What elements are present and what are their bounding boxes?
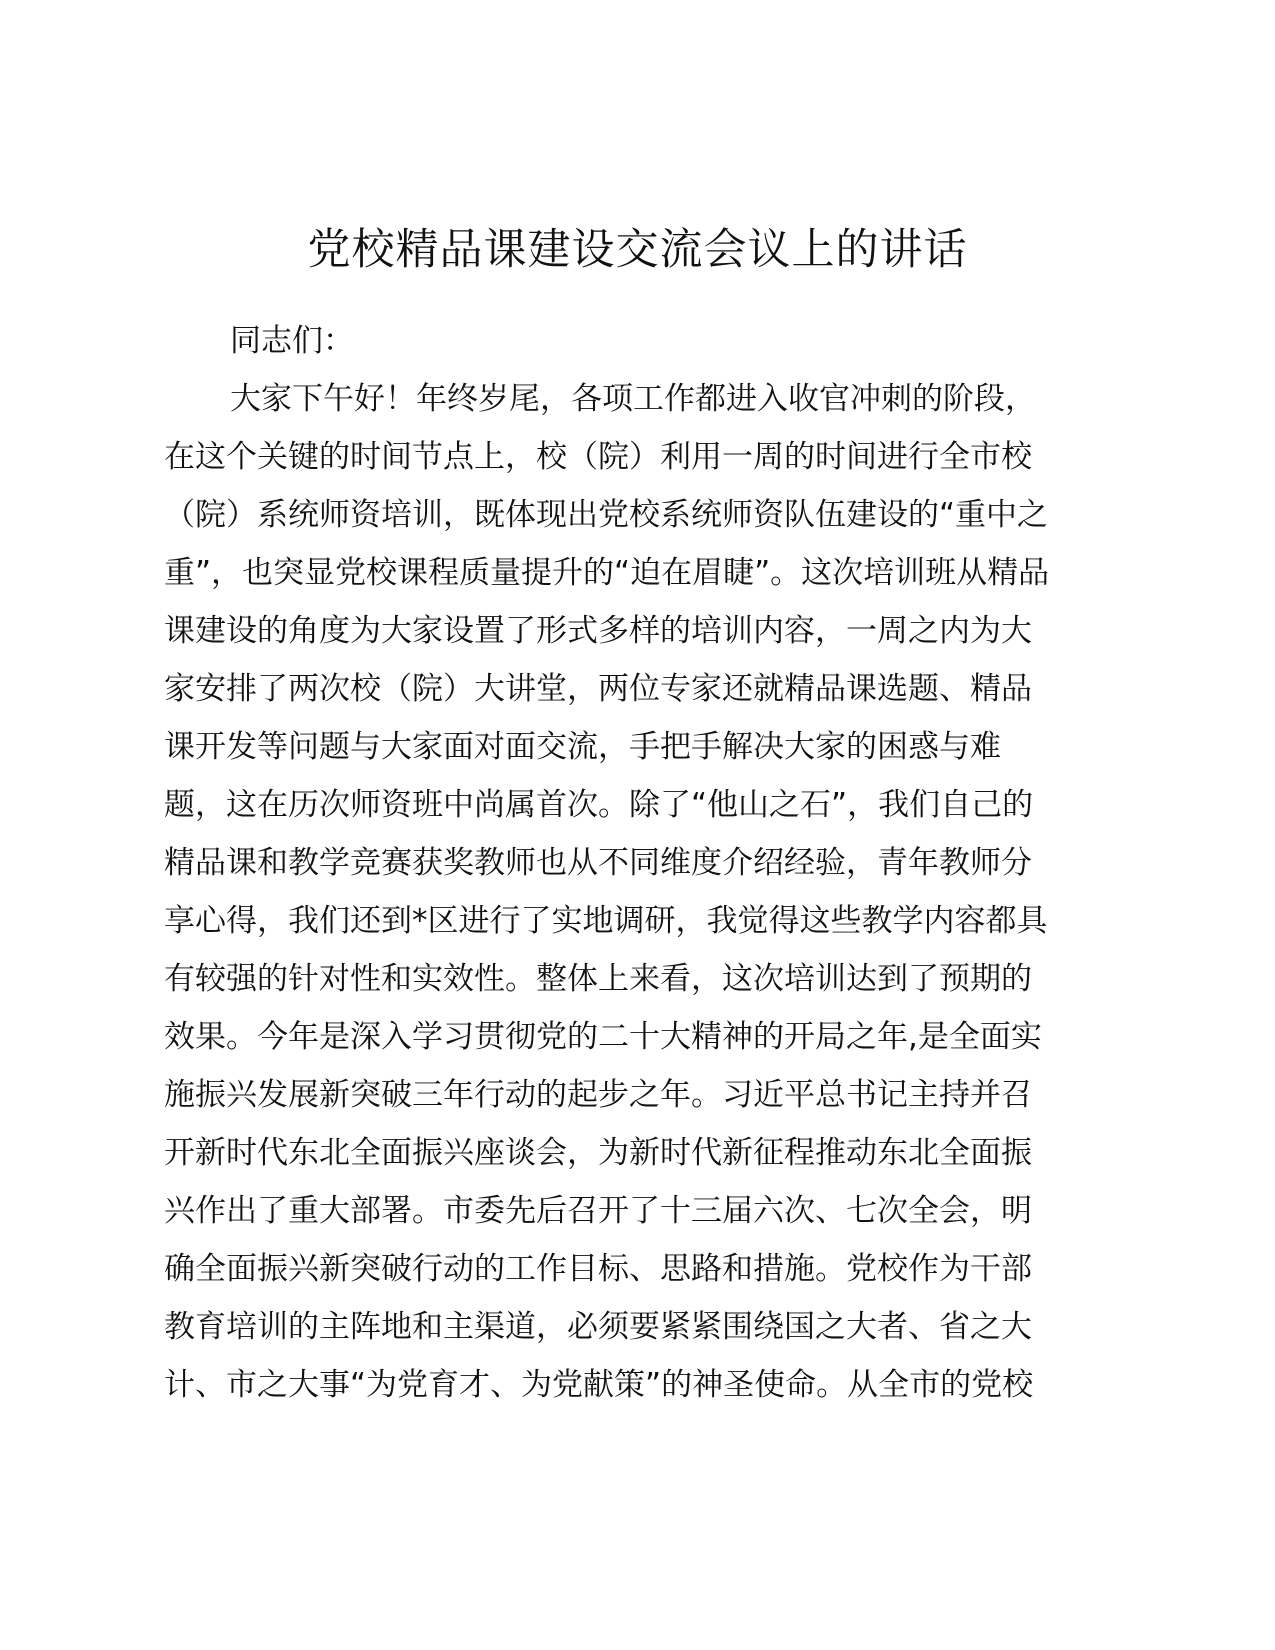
salutation: 同志们： (230, 323, 354, 359)
document-body (164, 312, 1114, 1414)
paragraph-line: 精品课和教学竞赛获奖教师也从不同维度介绍经验，青年教师分 (164, 845, 1032, 881)
paragraph-line: 大家下午好！年终岁尾，各项工作都进入收官冲刺的阶段， (230, 381, 1036, 417)
paragraph-line: 享心得，我们还到*区进行了实地调研，我觉得这些教学内容都具 (164, 903, 1048, 939)
document-title: 党校精品课建设交流会议上的讲话 (307, 225, 968, 275)
paragraph-line: 教育培训的主阵地和主渠道，必须要紧紧围绕国之大者、省之大 (164, 1309, 1032, 1345)
paragraph-line: 课开发等问题与大家面对面交流，手把手解决大家的困惑与难 (164, 729, 1001, 765)
paragraph-line: 重”，也突显党校课程质量提升的“迫在眉睫”。这次培训班从精品 (164, 555, 1050, 591)
paragraph-line: 兴作出了重大部署。市委先后召开了十三届六次、七次全会，明 (164, 1193, 1032, 1229)
paragraph-line: 课建设的角度为大家设置了形式多样的培训内容，一周之内为大 (164, 613, 1032, 649)
paragraph-line: 开新时代东北全面振兴座谈会，为新时代新征程推动东北全面振 (164, 1135, 1032, 1171)
paragraph-line: 家安排了两次校（院）大讲堂，两位专家还就精品课选题、精品 (164, 671, 1032, 707)
paragraph-line: 题，这在历次师资班中尚属首次。除了“他山之石”，我们自己的 (164, 787, 1034, 823)
paragraph-line: 施振兴发展新突破三年行动的起步之年。习近平总书记主持并召 (164, 1077, 1032, 1113)
paragraph-line: 有较强的针对性和实效性。整体上来看，这次培训达到了预期的 (164, 961, 1032, 997)
paragraph-line: 在这个关键的时间节点上，校（院）利用一周的时间进行全市校 (164, 439, 1032, 475)
paragraph-line: （院）系统师资培训，既体现出党校系统师资队伍建设的“重中之 (164, 497, 1049, 533)
paragraph-line: 效果。今年是深入学习贯彻党的二十大精神的开局之年,是全面实 (164, 1019, 1042, 1055)
paragraph-line: 确全面振兴新突破行动的工作目标、思路和措施。党校作为干部 (164, 1251, 1032, 1287)
paragraph-line: 计、市之大事“为党育才、为党献策”的神圣使命。从全市的党校 (164, 1367, 1034, 1403)
